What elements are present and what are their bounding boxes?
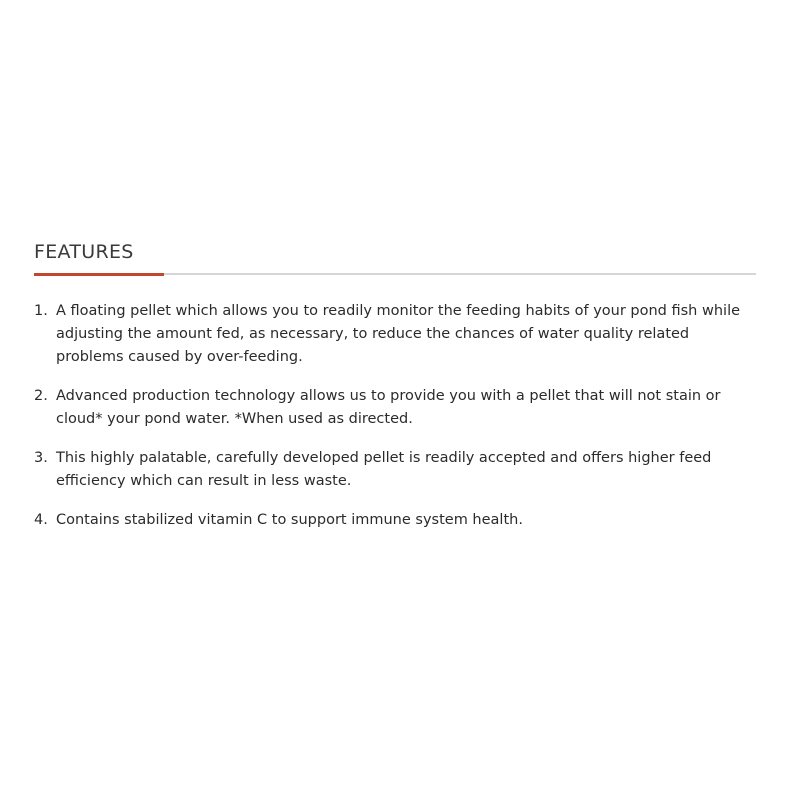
divider-accent	[34, 273, 164, 276]
feature-text: This highly palatable, carefully developed pellet is readily accepted and offers higher feed efficiency which can result in less waste.	[56, 450, 712, 489]
feature-item-1	[34, 300, 756, 369]
features-title: FEATURES	[34, 241, 134, 263]
feature-list	[34, 300, 756, 532]
feature-text: Advanced production technology allows us to provide you with a pellet that will not stain or cloud* your pond water. *When used as directed.	[56, 388, 721, 427]
feature-text: A floating pellet which allows you to readily monitor the feeding habits of your pond fish while adjusting the amount fed, as necessary, to reduce the chances of water quality related problems caused by over-feeding.	[56, 303, 741, 365]
feature-number: 2.	[34, 388, 48, 404]
features-section	[34, 240, 756, 548]
feature-item-2	[34, 385, 756, 431]
feature-item-3	[34, 447, 756, 493]
feature-number: 3.	[34, 450, 48, 466]
title-divider	[34, 273, 756, 276]
feature-text: Contains stabilized vitamin C to support immune system health.	[56, 512, 523, 528]
feature-number: 1.	[34, 303, 48, 319]
feature-number: 4.	[34, 512, 48, 528]
feature-item-4	[34, 509, 756, 532]
